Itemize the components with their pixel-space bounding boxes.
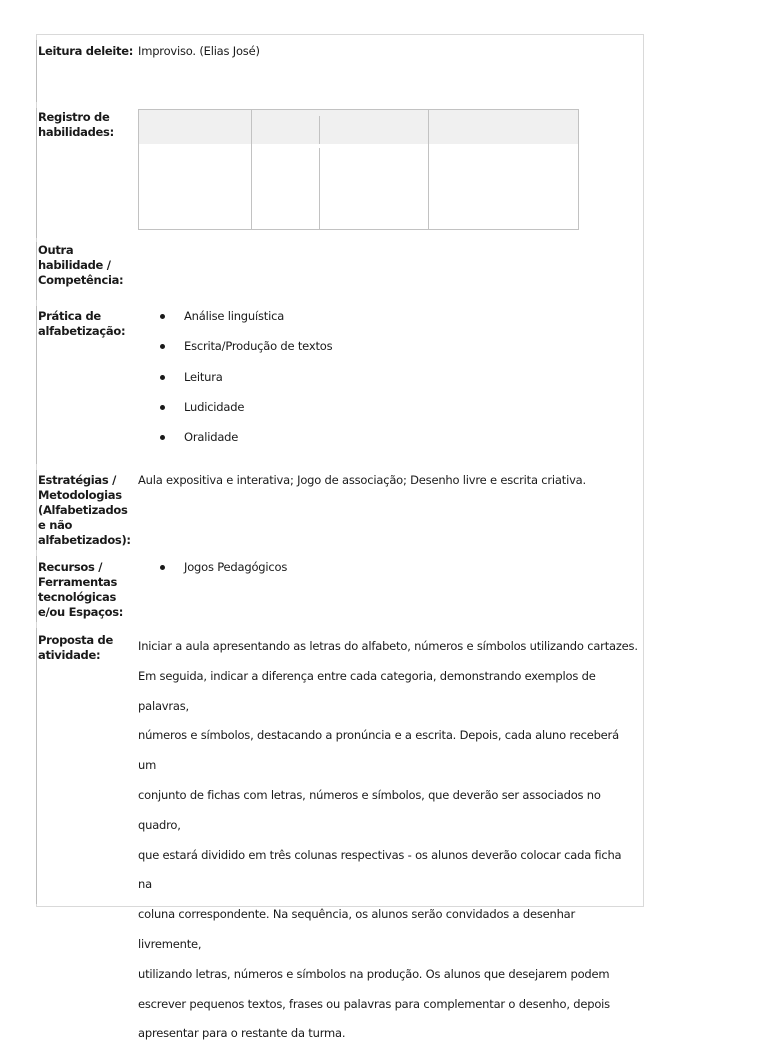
skills-table-divider bbox=[319, 116, 320, 144]
label-proposta-atividade: Proposta de atividade: bbox=[38, 633, 113, 662]
skills-table-header bbox=[139, 110, 578, 144]
row-separator bbox=[36, 628, 37, 904]
paragraph-line: coluna correspondente. Na sequência, os alunos serão convidados a desenhar livremente, bbox=[138, 907, 576, 951]
paragraph-line: apresentar para o restante da turma. bbox=[138, 1026, 346, 1041]
bullet-icon bbox=[160, 435, 165, 440]
label-leitura-deleite: Leitura deleite: bbox=[38, 44, 133, 58]
skills-table bbox=[138, 109, 579, 230]
bullet-icon bbox=[160, 314, 165, 319]
label-registro-habilidades: Registro de habilidades: bbox=[38, 110, 114, 139]
skills-table-divider bbox=[319, 148, 320, 229]
paragraph-line: números e símbolos, destacando a pronúncia e a escrita. Depois, cada aluno receberá um bbox=[138, 728, 619, 773]
value-leitura-deleite: Improviso. (Elias José) bbox=[138, 44, 260, 58]
bullet-icon bbox=[160, 344, 165, 349]
bullet-icon bbox=[160, 405, 165, 410]
row-separator bbox=[36, 242, 37, 300]
skills-table-divider bbox=[251, 110, 252, 229]
value-estrategias: Aula expositiva e interativa; Jogo de associação; Desenho livre e escrita criativa. bbox=[138, 473, 586, 487]
row-separator bbox=[36, 556, 37, 622]
paragraph-line: Iniciar a aula apresentando as letras do alfabeto, números e símbolos utilizando cartazes. bbox=[138, 639, 638, 653]
skills-table-divider bbox=[428, 110, 429, 229]
row-separator bbox=[36, 40, 37, 102]
label-pratica-alfabetizacao: Prática de alfabetização: bbox=[38, 309, 126, 338]
paragraph-line: conjunto de fichas com letras, números e símbolos, que deverão ser associados no quadro, bbox=[138, 787, 601, 832]
bullet-icon bbox=[160, 565, 165, 570]
label-recursos: Recursos / Ferramentas tecnológicas e/ou Espaços: bbox=[38, 560, 124, 619]
label-estrategias: Estratégias / Metodologias (Alfabetizados e não alfabetizados): bbox=[38, 473, 131, 547]
row-separator bbox=[36, 108, 37, 238]
paragraph-line: utilizando letras, números e símbolos na produção. Os alunos que desejarem podem bbox=[138, 966, 610, 981]
paragraph-line: que estará dividido em três colunas respectivas - os alunos deverão colocar cada ficha na bbox=[138, 847, 622, 892]
proposta-paragraph bbox=[138, 632, 638, 1049]
bullet-icon bbox=[160, 375, 165, 380]
row-separator bbox=[36, 470, 37, 550]
row-separator bbox=[36, 306, 37, 464]
label-outra-habilidade: Outra habilidade / Competência: bbox=[38, 243, 124, 287]
paragraph-line: escrever pequenos textos, frases ou palavras para complementar o desenho, depois bbox=[138, 996, 610, 1011]
paragraph-line: Em seguida, indicar a diferença entre cada categoria, demonstrando exemplos de palavras, bbox=[138, 668, 596, 713]
